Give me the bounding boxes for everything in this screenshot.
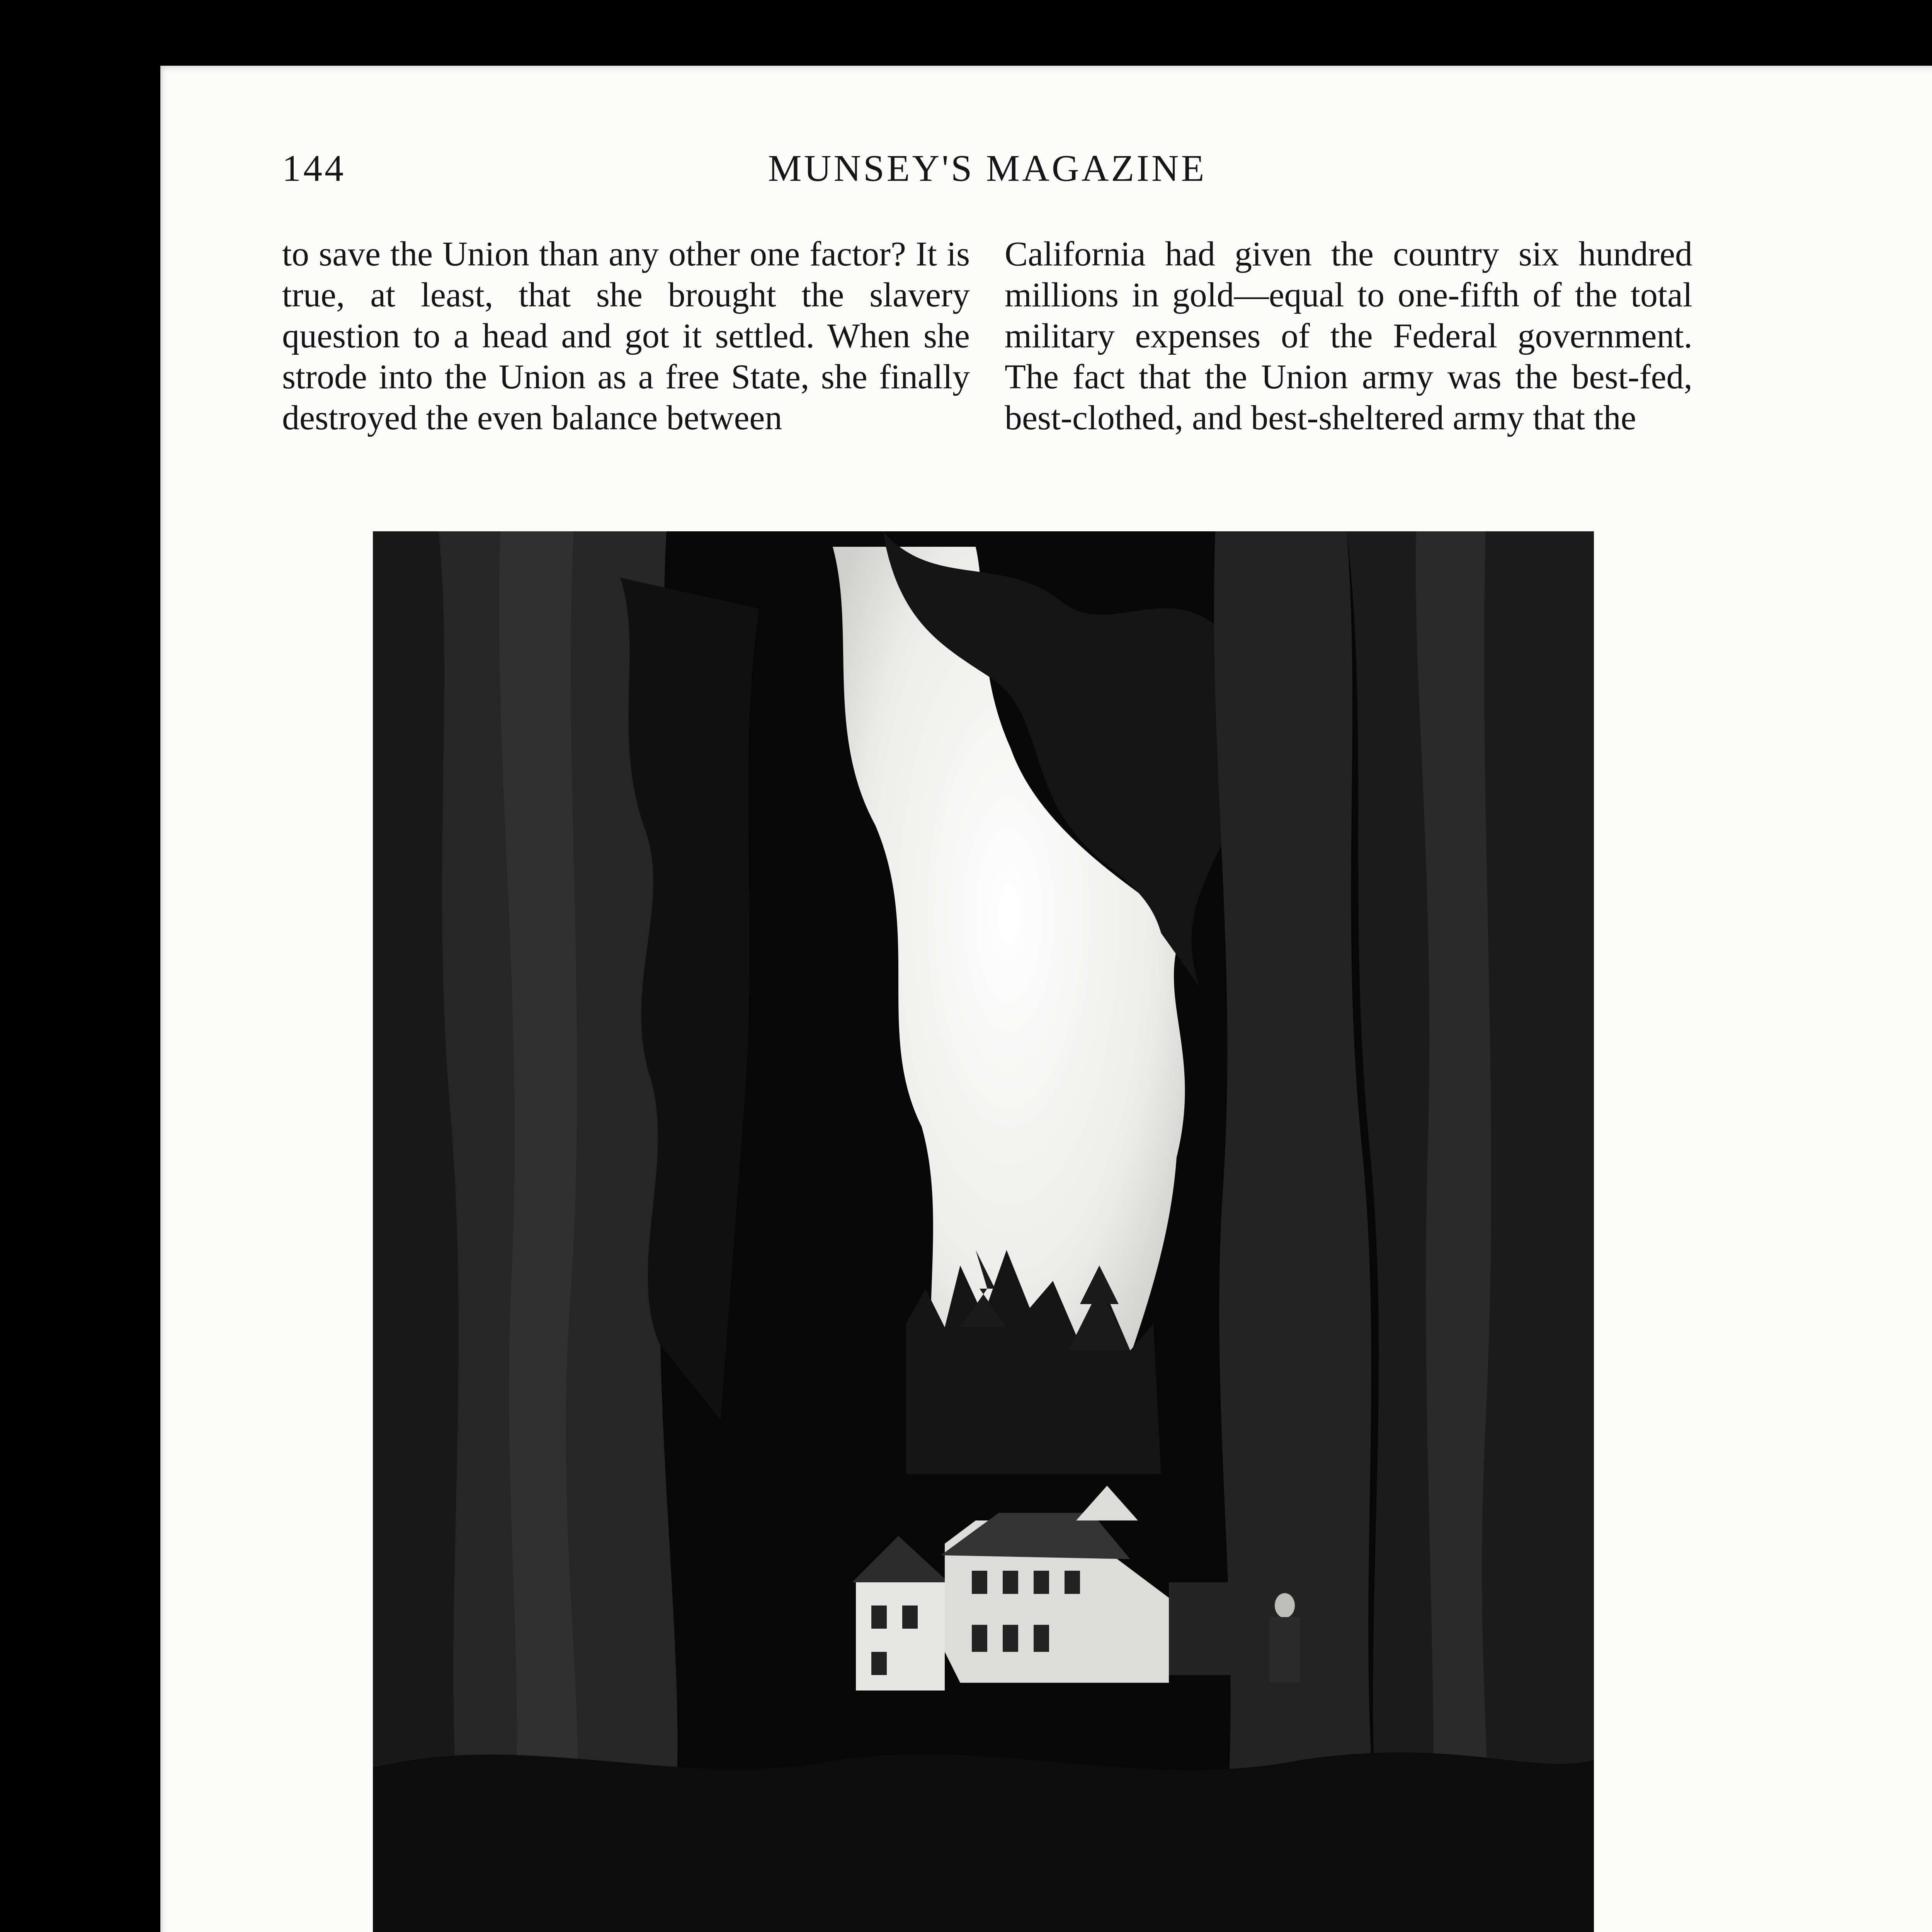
page-number: 144 (282, 148, 346, 189)
running-head (282, 147, 1692, 193)
sequoia-grove-photograph (373, 531, 1594, 1932)
text-column-top-left (282, 234, 970, 439)
magazine-title: MUNSEY'S MAGAZINE (768, 148, 1207, 189)
paragraph: California had given the country six hundred millions in gold—equal to one-fifth of the total military expenses of the Federal government. The fact that the Union army was the best-fed, best-clothed, and best-sheltered army that the (1005, 235, 1692, 437)
paragraph: to save the Union than any other one factor? It is true, at least, that she brought the slavery question to a head and got it settled. When she strode into the Union as a free State, she finally destroyed the even balance between (282, 235, 970, 437)
photograph-image (373, 531, 1594, 1932)
text-column-top-right (1005, 234, 1692, 439)
